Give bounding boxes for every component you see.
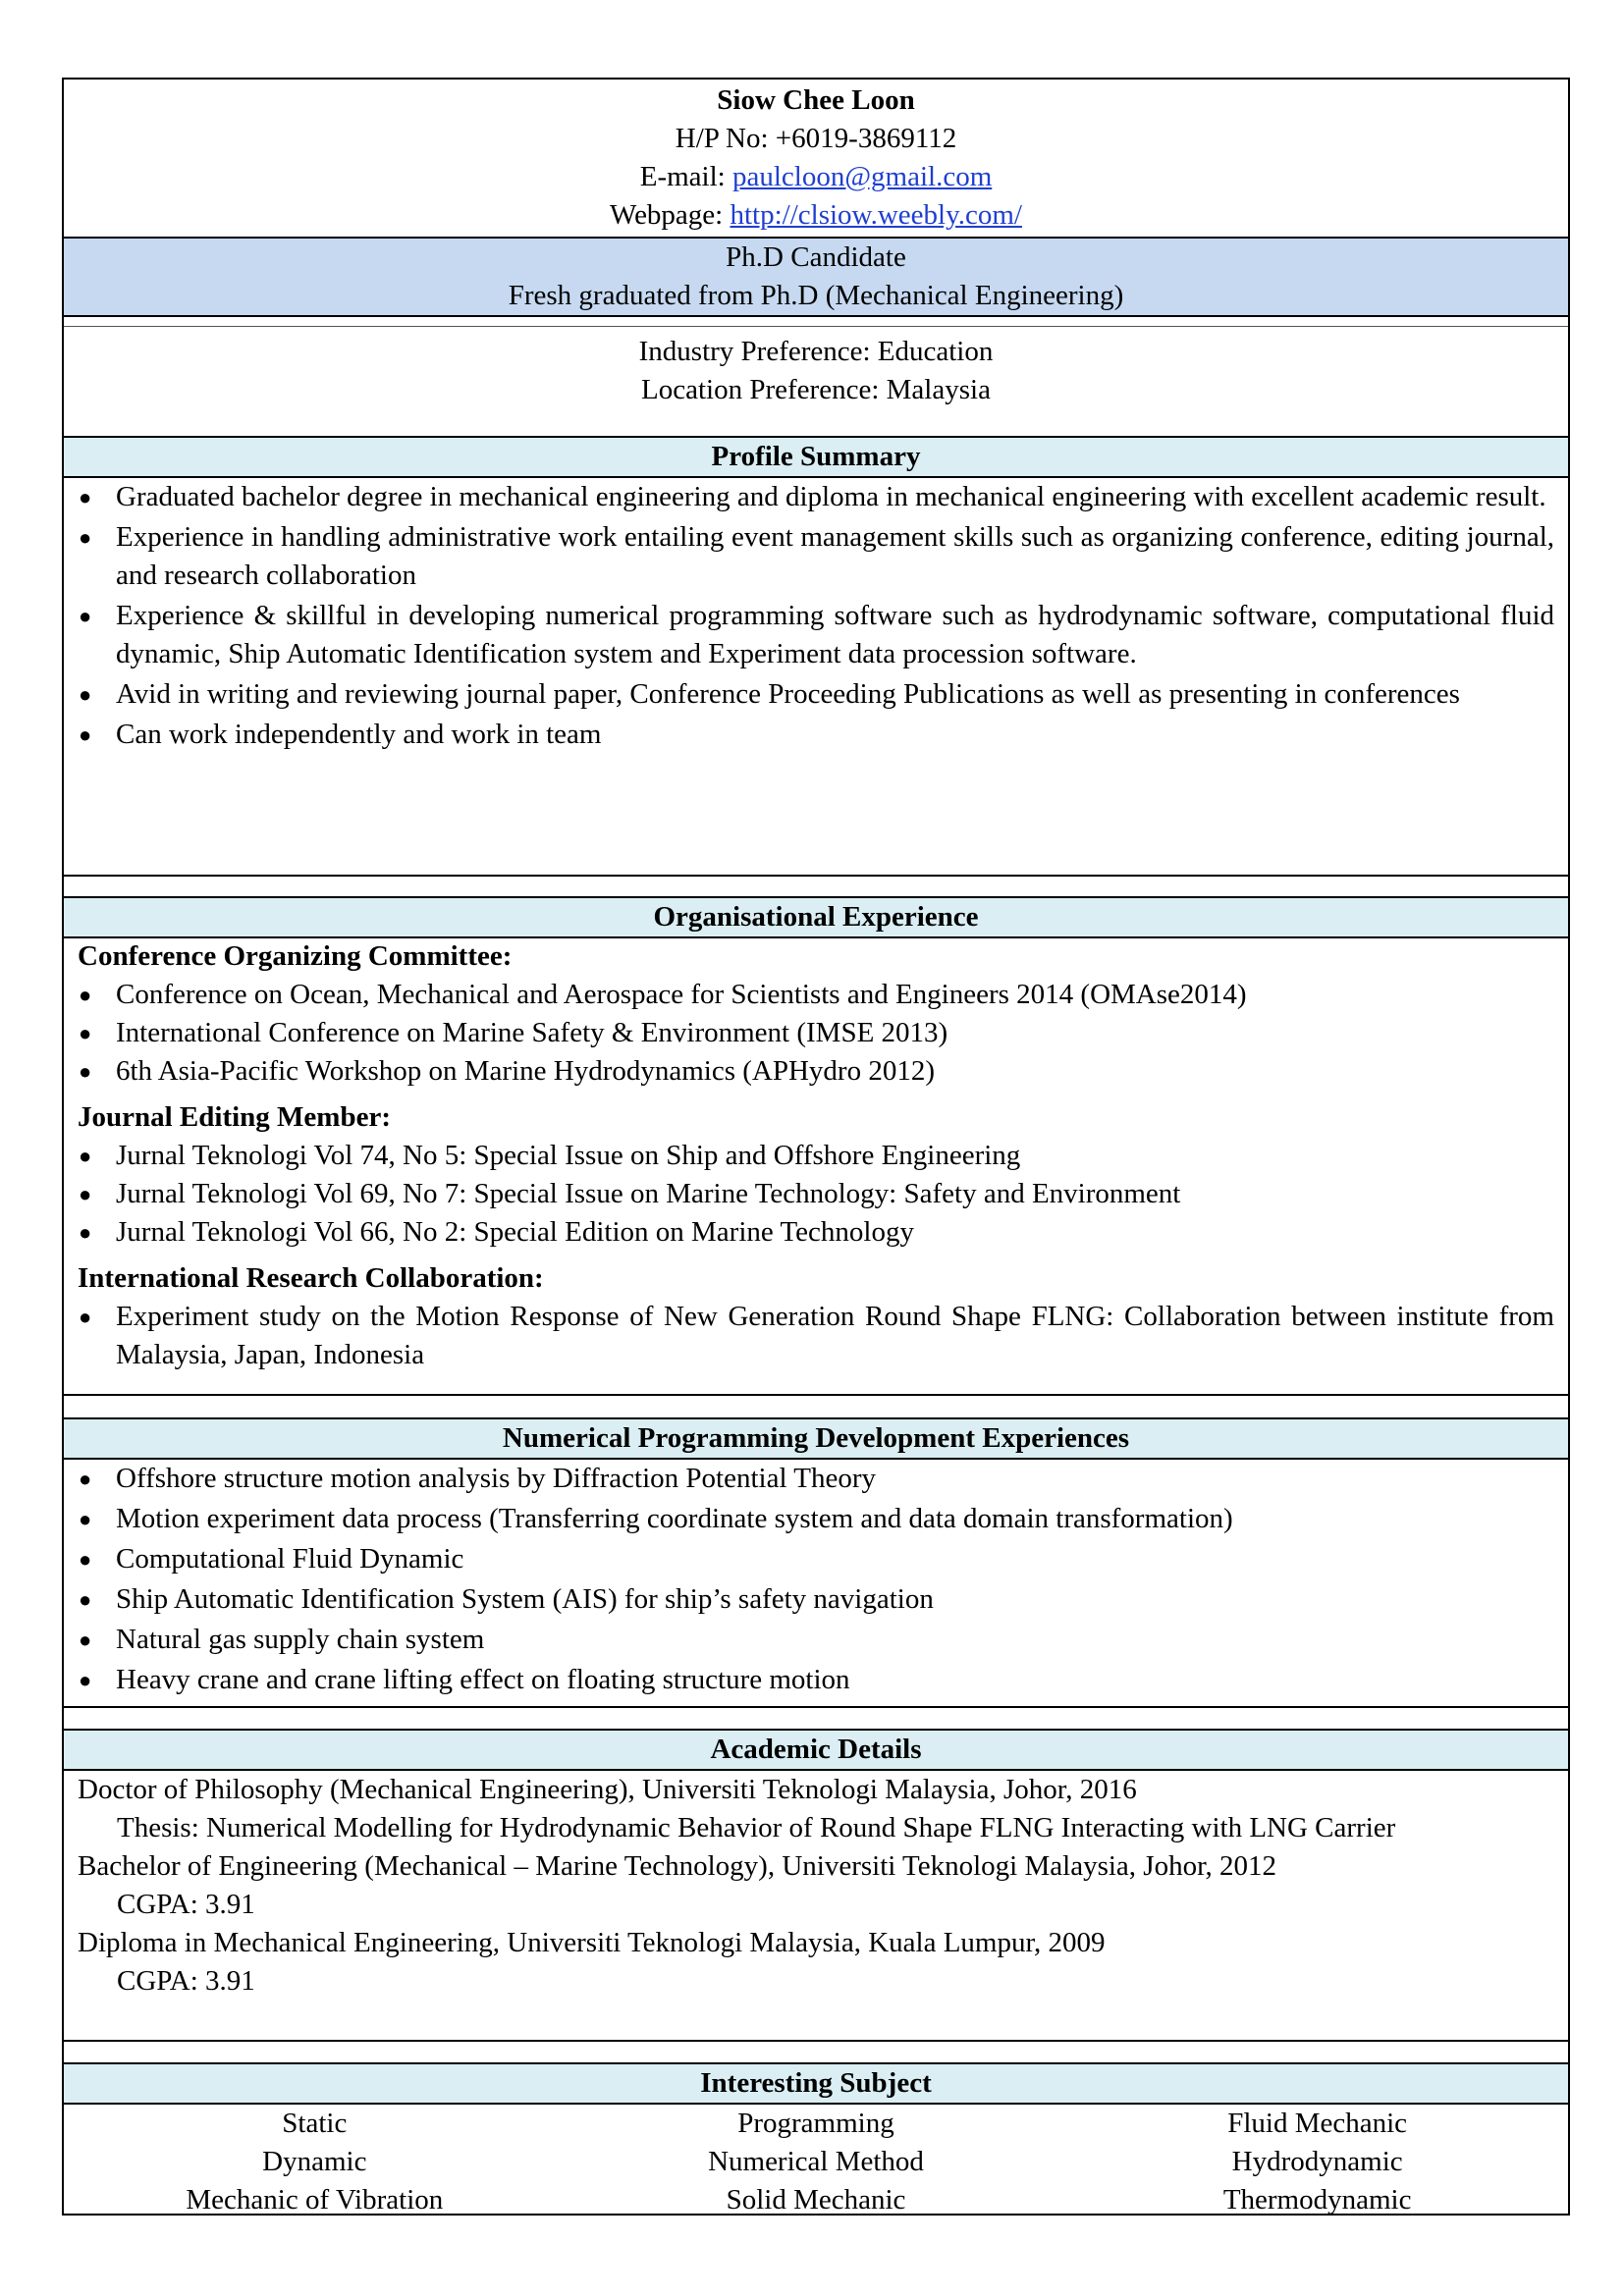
subjects-header bbox=[64, 2062, 1568, 2105]
bullet-icon: ● bbox=[79, 1467, 92, 1491]
bullet-icon: ● bbox=[79, 1059, 92, 1084]
academic-content bbox=[64, 1771, 1568, 2001]
email-line bbox=[64, 158, 1568, 196]
contact-header bbox=[64, 80, 1568, 237]
subject-item: Static bbox=[282, 2108, 348, 2139]
list-item: ● Avid in writing and reviewing journal paper, Conference Proceeding Publications as well as presenting in conferences bbox=[64, 675, 1568, 714]
bachelor-degree: Bachelor of Engineering (Mechanical – Marine Technology), Universiti Teknologi Malaysia, Johor, 2012 bbox=[78, 1850, 1277, 1882]
section-title: Organisational Experience bbox=[653, 901, 979, 933]
list-item: ● Computational Fluid Dynamic bbox=[64, 1540, 1568, 1578]
webpage-link[interactable]: http://clsiow.weebly.com/ bbox=[730, 199, 1022, 231]
subject-item: Thermodynamic bbox=[1222, 2184, 1412, 2216]
preferences bbox=[64, 333, 1568, 421]
list-item: ● Can work independently and work in team bbox=[64, 716, 1568, 754]
list-item: ● Heavy crane and crane lifting effect on floating structure motion bbox=[64, 1661, 1568, 1699]
bullet-icon: ● bbox=[79, 722, 92, 747]
diploma-degree: Diploma in Mechanical Engineering, Universiti Teknologi Malaysia, Kuala Lumpur, 2009 bbox=[78, 1927, 1106, 1958]
subject-column bbox=[1066, 2105, 1568, 2219]
webpage-label: Webpage: bbox=[610, 199, 731, 231]
organisational-header bbox=[64, 896, 1568, 938]
subject-item: Numerical Method bbox=[708, 2146, 924, 2177]
phd-thesis: Thesis: Numerical Modelling for Hydrodynamic Behavior of Round Shape FLNG Interacting with LNG Carrier bbox=[117, 1812, 1396, 1843]
subject-item: Hydrodynamic bbox=[1231, 2146, 1403, 2177]
bullet-icon: ● bbox=[79, 1220, 92, 1245]
email-link[interactable]: paulcloon@gmail.com bbox=[731, 161, 993, 192]
list-item: ● Motion experiment data process (Transferring coordinate system and data domain transformation) bbox=[64, 1500, 1568, 1538]
section-title: Numerical Programming Development Experiences bbox=[502, 1422, 1130, 1454]
numerical-header bbox=[64, 1417, 1568, 1460]
subject-item: Mechanic of Vibration bbox=[186, 2184, 444, 2216]
profile-summary-header bbox=[64, 436, 1568, 478]
list-item: ● Graduated bachelor degree in mechanical engineering and diploma in mechanical engineering with excellent academic result. bbox=[64, 478, 1568, 516]
status-subtitle: Fresh graduated from Ph.D (Mechanical Engineering) bbox=[508, 280, 1124, 311]
conference-subheading: Conference Organizing Committee: bbox=[78, 940, 513, 972]
list-item: ● Natural gas supply chain system bbox=[64, 1621, 1568, 1659]
diploma-cgpa: CGPA: 3.91 bbox=[117, 1965, 255, 1997]
bullet-icon: ● bbox=[79, 604, 92, 628]
subject-item: Fluid Mechanic bbox=[1227, 2108, 1408, 2139]
profile-summary-list bbox=[64, 478, 1568, 754]
subject-item: Dynamic bbox=[262, 2146, 367, 2177]
list-item: ● Offshore structure motion analysis by Diffraction Potential Theory bbox=[64, 1460, 1568, 1498]
subjects-grid bbox=[64, 2105, 1568, 2219]
status-title: Ph.D Candidate bbox=[726, 241, 906, 273]
section-title: Interesting Subject bbox=[700, 2067, 932, 2099]
section-title: Profile Summary bbox=[711, 441, 921, 472]
subject-item: Solid Mechanic bbox=[726, 2184, 906, 2216]
bullet-icon: ● bbox=[79, 1547, 92, 1572]
research-subheading: International Research Collaboration: bbox=[78, 1262, 544, 1294]
list-item: ● Experience in handling administrative work entailing event management skills such as organizing conference, editing journal, and research collaboration bbox=[64, 518, 1568, 595]
phone-number: H/P No: +6019-3869112 bbox=[675, 123, 957, 154]
subject-item: Programming bbox=[737, 2108, 894, 2139]
bullet-icon: ● bbox=[79, 1587, 92, 1612]
list-item: ● Jurnal Teknologi Vol 69, No 7: Special Issue on Marine Technology: Safety and Environment bbox=[64, 1175, 1568, 1213]
bullet-icon: ● bbox=[79, 1628, 92, 1652]
subject-column bbox=[566, 2105, 1067, 2219]
organisational-content bbox=[64, 937, 1568, 1374]
section-title: Academic Details bbox=[710, 1734, 922, 1765]
status-band bbox=[64, 237, 1568, 317]
list-item: ● International Conference on Marine Safety & Environment (IMSE 2013) bbox=[64, 1014, 1568, 1052]
bullet-icon: ● bbox=[79, 1021, 92, 1045]
resume-page bbox=[62, 78, 1570, 2216]
bullet-icon: ● bbox=[79, 1668, 92, 1692]
bullet-icon: ● bbox=[79, 1507, 92, 1531]
list-item: ● Experience & skillful in developing numerical programming software such as hydrodynamic software, computational fluid dynamic, Ship Automatic Identification system and Experiment data procession software. bbox=[64, 597, 1568, 673]
bullet-icon: ● bbox=[79, 525, 92, 550]
list-item: ● Jurnal Teknologi Vol 74, No 5: Special Issue on Ship and Offshore Engineering bbox=[64, 1137, 1568, 1175]
list-item: ● Ship Automatic Identification System (AIS) for ship’s safety navigation bbox=[64, 1580, 1568, 1619]
academic-header bbox=[64, 1729, 1568, 1771]
location-preference: Location Preference: Malaysia bbox=[641, 374, 991, 405]
numerical-list bbox=[64, 1460, 1568, 1699]
bullet-icon: ● bbox=[79, 682, 92, 707]
bullet-icon: ● bbox=[79, 485, 92, 509]
bullet-icon: ● bbox=[79, 1182, 92, 1206]
bullet-icon: ● bbox=[79, 983, 92, 1007]
list-item: ● Conference on Ocean, Mechanical and Aerospace for Scientists and Engineers 2014 (OMAse2014) bbox=[64, 976, 1568, 1014]
candidate-name: Siow Chee Loon bbox=[717, 84, 915, 116]
bachelor-cgpa: CGPA: 3.91 bbox=[117, 1889, 255, 1920]
list-item: ● 6th Asia-Pacific Workshop on Marine Hydrodynamics (APHydro 2012) bbox=[64, 1052, 1568, 1091]
bullet-icon: ● bbox=[79, 1144, 92, 1168]
subject-column bbox=[64, 2105, 566, 2219]
webpage-line bbox=[64, 196, 1568, 235]
phd-degree: Doctor of Philosophy (Mechanical Engineering), Universiti Teknologi Malaysia, Johor, 2016 bbox=[78, 1774, 1137, 1805]
bullet-icon: ● bbox=[79, 1305, 92, 1329]
industry-preference: Industry Preference: Education bbox=[638, 336, 994, 367]
list-item: ● Experiment study on the Motion Response of New Generation Round Shape FLNG: Collaboration between institute from Malaysia, Japan, Indonesia bbox=[64, 1298, 1568, 1374]
email-label: E-mail: bbox=[639, 161, 732, 192]
journal-subheading: Journal Editing Member: bbox=[78, 1101, 391, 1133]
list-item: ● Jurnal Teknologi Vol 66, No 2: Special Edition on Marine Technology bbox=[64, 1213, 1568, 1252]
